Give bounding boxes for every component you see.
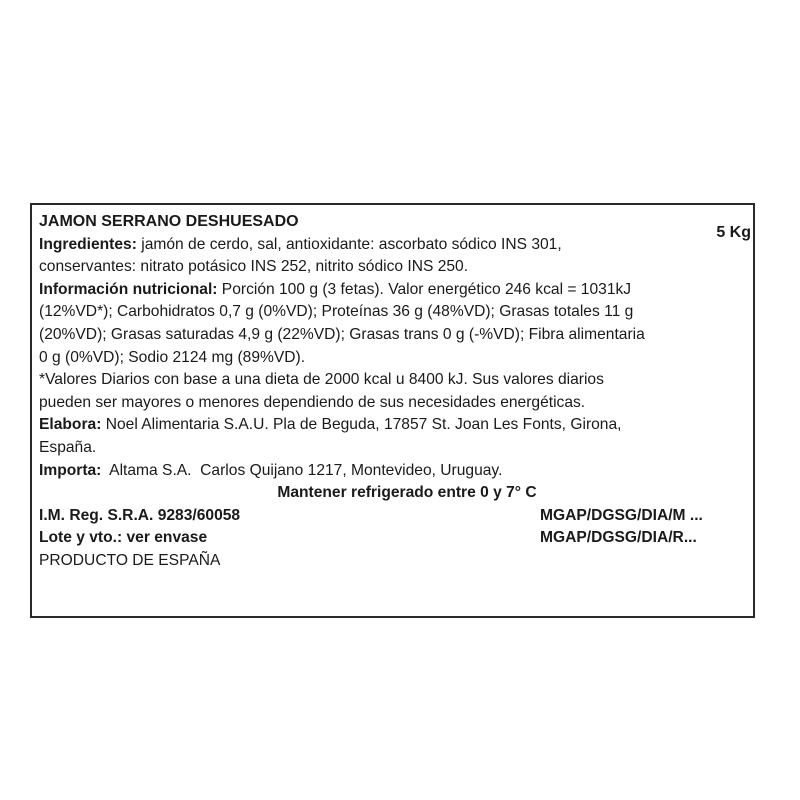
registration-row-1 bbox=[39, 505, 745, 528]
footnote-line-2: pueden ser mayores o menores dependiendo de sus necesidades energéticas. bbox=[39, 393, 586, 411]
nutrition-label: Información nutricional: bbox=[39, 280, 218, 298]
mgap-code-2: MGAP/DGSG/DIA/R... bbox=[540, 529, 697, 547]
manufacturer-text-1: Noel Alimentaria S.A.U. Pla de Beguda, 17857 St. Joan Les Fonts, Girona, bbox=[101, 416, 622, 434]
ingredients-line-1 bbox=[39, 234, 745, 257]
nutrition-line-1 bbox=[39, 279, 745, 302]
mgap-code-1: MGAP/DGSG/DIA/M ... bbox=[540, 506, 703, 524]
registration-row-2 bbox=[39, 527, 745, 550]
nutrition-line-4: 0 g (0%VD); Sodio 2124 mg (89%VD). bbox=[39, 348, 306, 366]
ingredients-label: Ingredientes: bbox=[39, 235, 137, 253]
ingredients-line-2: conservantes: nitrato potásico INS 252, nitrito sódico INS 250. bbox=[39, 258, 469, 276]
label-content bbox=[39, 211, 745, 573]
importer-label: Importa: bbox=[39, 461, 102, 479]
manufacturer-line-1 bbox=[39, 414, 745, 437]
net-weight: 5 Kg bbox=[716, 224, 751, 241]
nutrition-line-3: (20%VD); Grasas saturadas 4,9 g (22%VD); Grasas trans 0 g (-%VD); Fibra alimentaria bbox=[39, 325, 645, 343]
nutrition-text-1: Porción 100 g (3 fetas). Valor energético 246 kcal = 1031kJ bbox=[217, 280, 632, 298]
product-title: JAMON SERRANO DESHUESADO bbox=[39, 213, 299, 230]
origin: PRODUCTO DE ESPAÑA bbox=[39, 551, 221, 569]
nutrition-line-2: (12%VD*); Carbohidratos 0,7 g (0%VD); Proteínas 36 g (48%VD); Grasas totales 11 g bbox=[39, 303, 634, 321]
manufacturer-line-2: España. bbox=[39, 438, 97, 456]
lot-expiry: Lote y vto.: ver envase bbox=[39, 529, 208, 547]
ingredients-text-1: jamón de cerdo, sal, antioxidante: ascorbato sódico INS 301, bbox=[136, 235, 562, 253]
storage-instructions: Mantener refrigerado entre 0 y 7° C bbox=[277, 484, 537, 502]
footnote-line-1: *Valores Diarios con base a una dieta de 2000 kcal u 8400 kJ. Sus valores diarios bbox=[39, 371, 604, 389]
importer-line bbox=[39, 460, 745, 483]
importer-text: Altama S.A. Carlos Quijano 1217, Montevideo, Uruguay. bbox=[101, 461, 503, 479]
manufacturer-label: Elabora: bbox=[39, 416, 102, 434]
im-registration: I.M. Reg. S.R.A. 9283/60058 bbox=[39, 506, 241, 524]
product-label bbox=[30, 203, 755, 618]
